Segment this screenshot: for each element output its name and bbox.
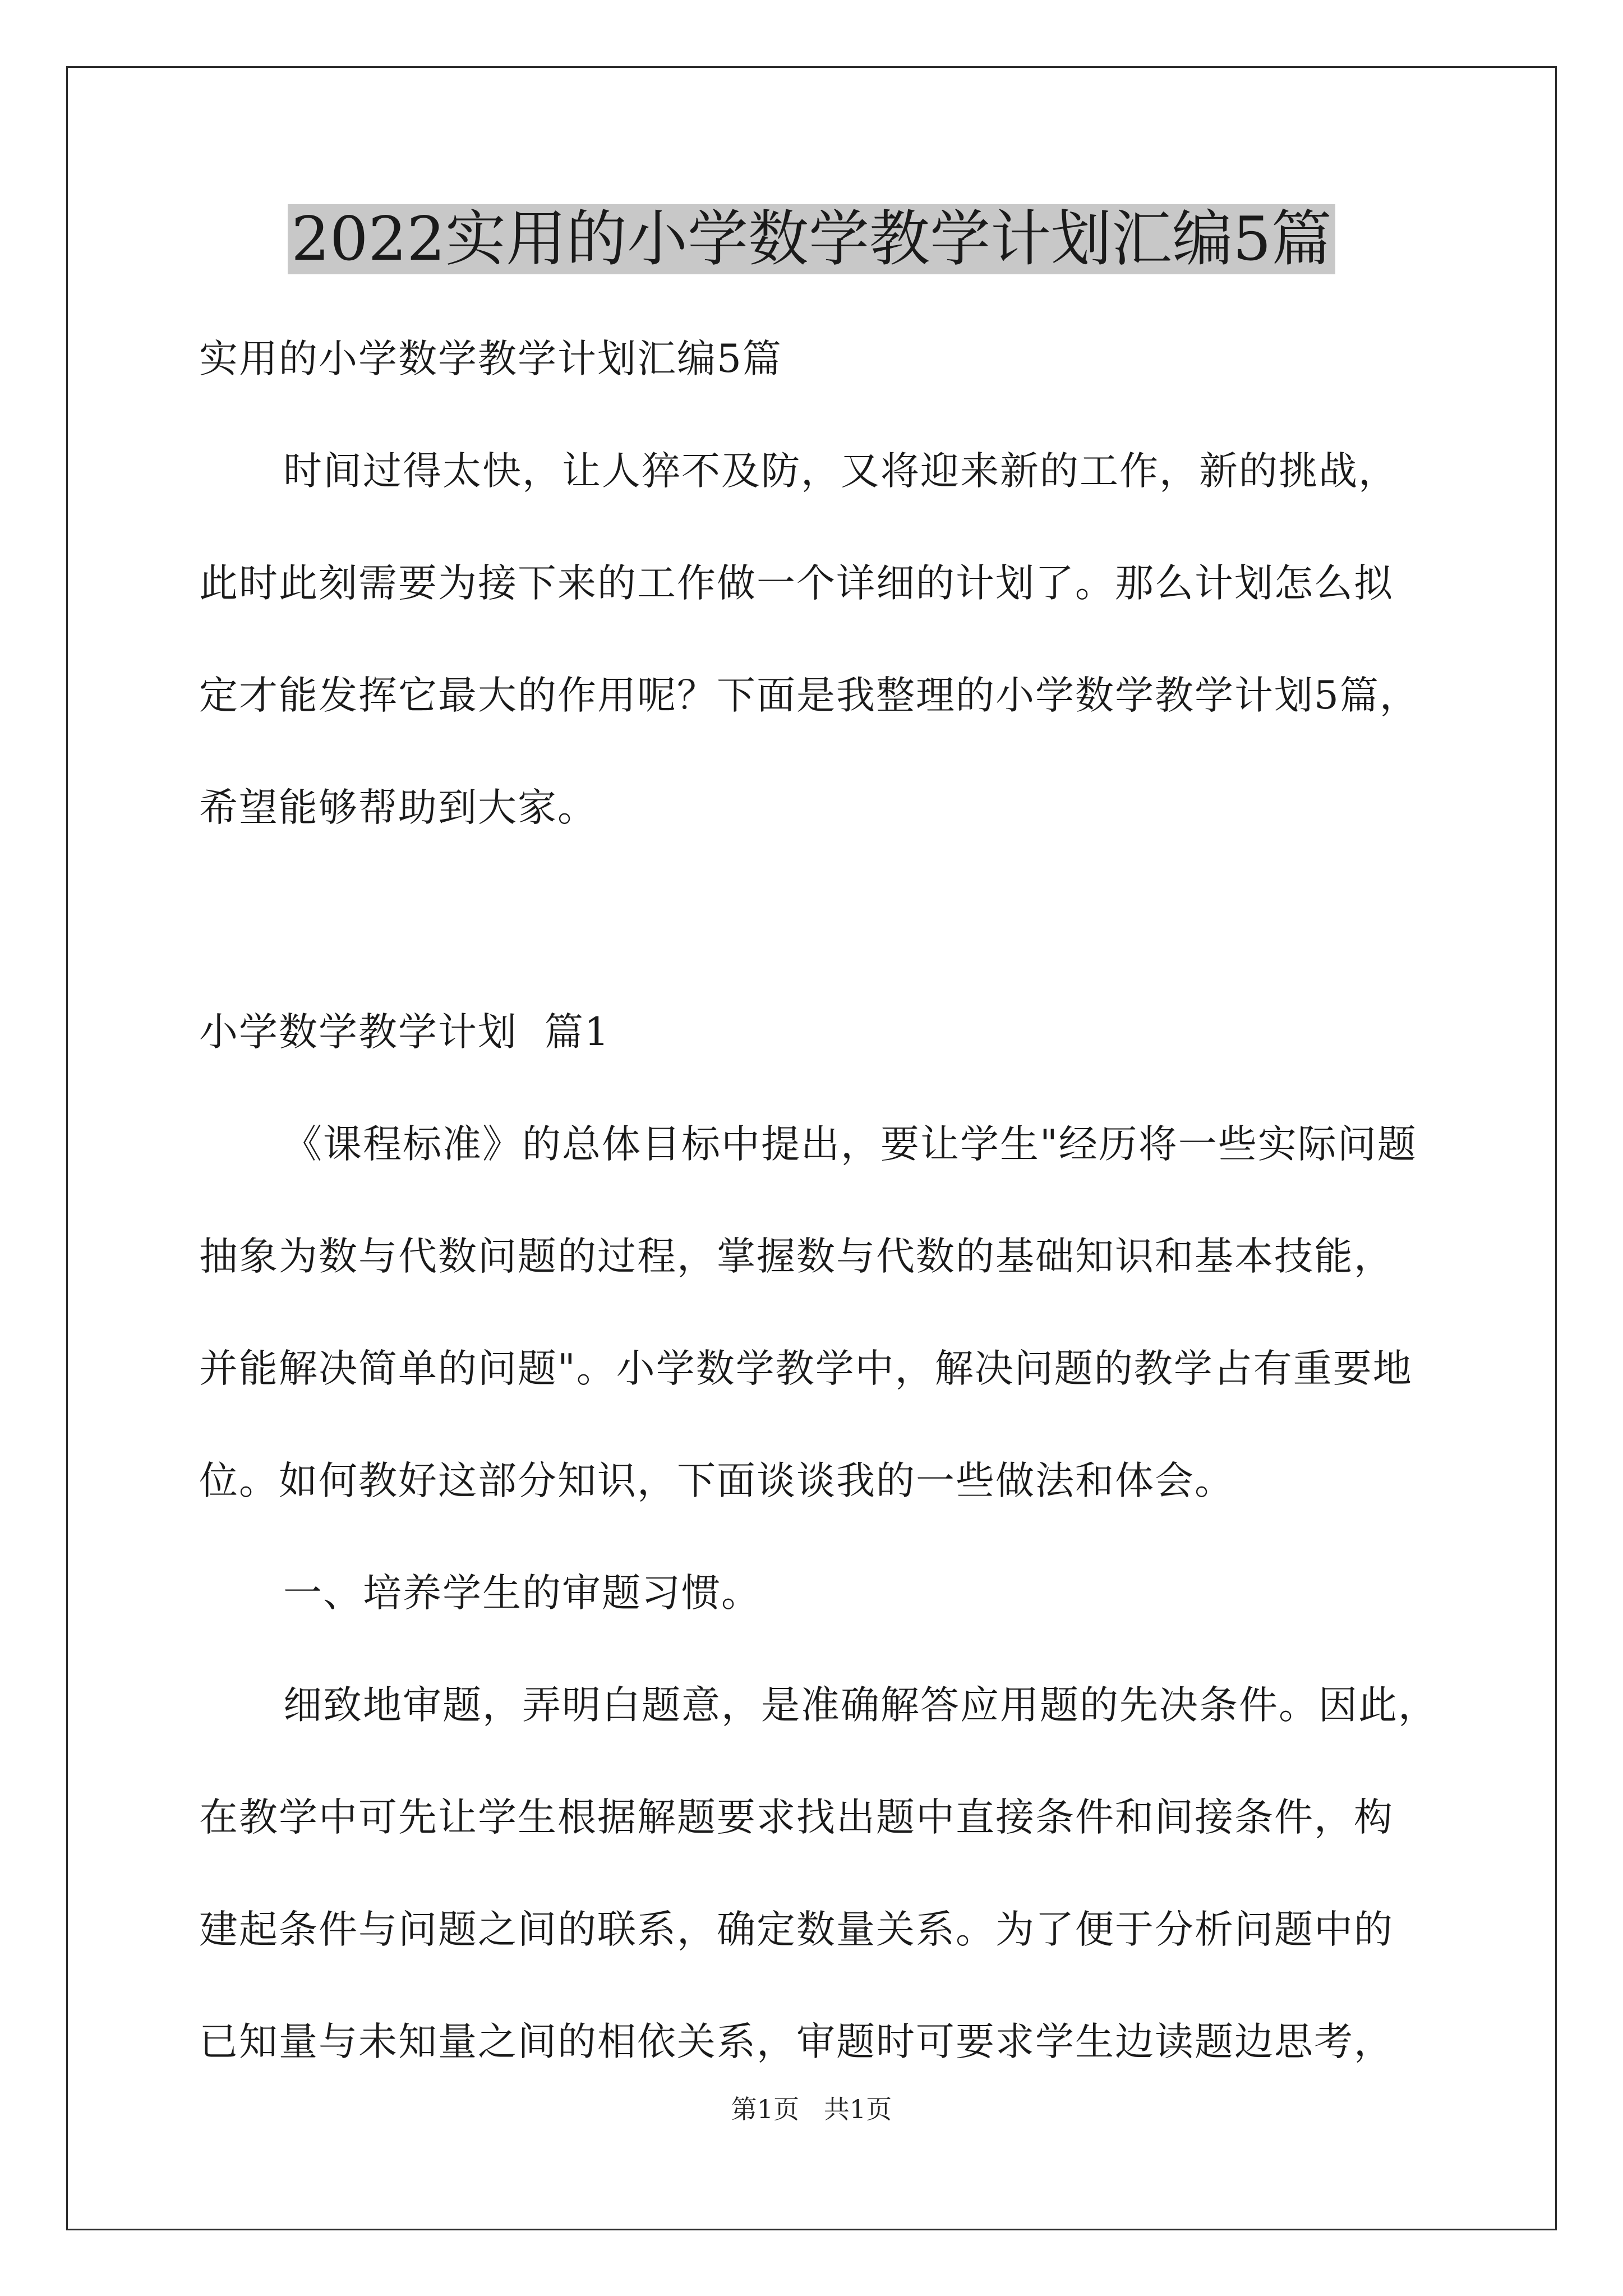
- paragraph-line: 建起条件与问题之间的联系，确定数量关系。为了便于分析问题中的: [199, 1907, 1394, 1952]
- intro-line: 此时此刻需要为接下来的工作做一个详细的计划了。那么计划怎么拟: [199, 561, 1394, 606]
- paragraph-line: 并能解决简单的问题"。小学数学教学中，解决问题的教学占有重要地: [199, 1346, 1413, 1391]
- page-footer: 第1页 共1页: [731, 2094, 892, 2124]
- subtitle: 实用的小学数学教学计划汇编5篇: [199, 337, 782, 381]
- intro-line: 定才能发挥它最大的作用呢？下面是我整理的小学数学教学计划5篇，: [199, 673, 1419, 718]
- paragraph-line: 《课程标准》的总体目标中提出，要让学生"经历将一些实际问题: [283, 1122, 1417, 1167]
- document-body: [199, 303, 1438, 2098]
- document-title-text: 2022实用的小学数学教学计划汇编5篇: [288, 204, 1335, 274]
- document-title: [0, 197, 1623, 282]
- paragraph-line: 细致地审题，弄明白题意，是准确解答应用题的先决条件。因此，: [283, 1683, 1438, 1728]
- paragraph-line: 已知量与未知量之间的相依关系，审题时可要求学生边读题边思考，: [199, 2019, 1394, 2064]
- intro-line: 时间过得太快，让人猝不及防，又将迎来新的工作，新的挑战，: [283, 449, 1398, 494]
- paragraph-gap: [199, 864, 1438, 976]
- paragraph-line: 在教学中可先让学生根据解题要求找出题中直接条件和间接条件，构: [199, 1795, 1394, 1840]
- paragraph-line: 抽象为数与代数问题的过程，掌握数与代数的基础知识和基本技能，: [199, 1234, 1394, 1279]
- intro-line: 希望能够帮助到大家。: [199, 785, 597, 830]
- paragraph-line: 位。如何教好这部分知识，下面谈谈我的一些做法和体会。: [199, 1458, 1234, 1503]
- section-heading: 小学数学教学计划 篇1: [199, 1010, 610, 1055]
- point-heading: 一、培养学生的审题习惯。: [283, 1571, 761, 1616]
